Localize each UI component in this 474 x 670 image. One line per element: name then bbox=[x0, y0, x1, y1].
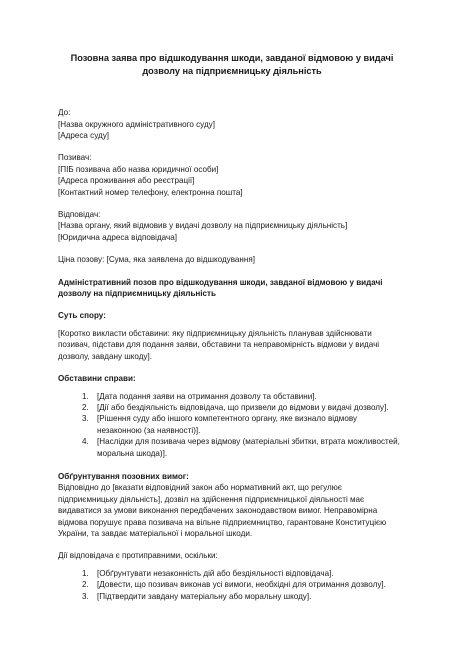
grounds-paragraph bbox=[58, 482, 406, 539]
list-item bbox=[91, 436, 406, 459]
list-item-text: 3. [Підтвердити завдану матеріальну або моральну шкоду]. bbox=[97, 591, 312, 601]
claim-heading-line-2: дозволу на підприємницьку діяльність bbox=[58, 289, 216, 299]
defendant-label: Відповідач: bbox=[58, 210, 101, 220]
claim-heading bbox=[58, 277, 406, 300]
list-item-text: 4. [Наслідки для позивача через відмову (матеріальні збитки, втрата можливостей, bbox=[97, 437, 400, 447]
grounds-line: відмова порушує права позивача на вільне підприємництво, гарантоване Конституцією bbox=[58, 517, 387, 527]
list-item bbox=[91, 402, 406, 413]
plaintiff-name: [ПІБ позивача або назва юридичної особи] bbox=[58, 164, 219, 174]
list-item-text: 1. [Обґрунтувати незаконність дій або бездіяльності відповідача]. bbox=[97, 568, 334, 578]
plaintiff-contacts: [Контактний номер телефону, електронна пошта] bbox=[58, 187, 243, 197]
defendant-address: [Юридична адреса відповідача] bbox=[58, 232, 177, 242]
defendant-name: [Назва органу, який відмовив у видачі дозволу на підприємницьку діяльність] bbox=[58, 221, 348, 231]
court-label: До: bbox=[58, 108, 71, 118]
claim-heading-line-1: Адміністративний позов про відшкодування шкоди, завданої відмовою у видачі bbox=[58, 277, 383, 287]
list-item bbox=[91, 391, 406, 402]
claim-price-text: Ціна позову: [Сума, яка заявлена до відшкодування] bbox=[58, 255, 255, 265]
document-title bbox=[58, 52, 406, 77]
grounds-line: підприємницьку діяльність], дозвіл на здійснення підприємницької діяльності має bbox=[58, 494, 365, 504]
list-item bbox=[91, 591, 406, 602]
essence-line: [Коротко викласти обставини: яку підприємницьку діяльність планував здійснювати bbox=[58, 328, 372, 338]
unlawful-intro-text: Дії відповідача є протиправними, оскільки: bbox=[58, 551, 218, 561]
grounds-heading: Обґрунтування позовних вимог: bbox=[58, 471, 189, 481]
circumstances-heading: Обставини справи: bbox=[58, 374, 136, 384]
grounds-line: Відповідно до [вказати відповідний закон або нормативний акт, що регулює bbox=[58, 483, 342, 493]
claim-price bbox=[58, 254, 406, 265]
court-address: [Адреса суду] bbox=[58, 131, 110, 140]
plaintiff-block bbox=[58, 152, 406, 198]
list-item bbox=[91, 413, 406, 436]
title-line-2: дозволу на підприємницьку діяльність bbox=[142, 65, 322, 76]
court-block bbox=[58, 107, 406, 141]
court-name: [Назва окружного адміністративного суду] bbox=[58, 119, 215, 129]
essence-heading: Суть спору: bbox=[58, 311, 106, 321]
list-item bbox=[91, 579, 406, 590]
unlawful-intro bbox=[58, 550, 406, 561]
plaintiff-label: Позивач: bbox=[58, 153, 92, 163]
list-item bbox=[91, 568, 406, 579]
circumstances-list bbox=[58, 391, 406, 459]
essence-paragraph bbox=[58, 328, 406, 362]
unlawful-list bbox=[58, 568, 406, 602]
list-item-text: моральна шкода)]. bbox=[97, 448, 168, 458]
list-item-text: 2. [Дії або бездіяльність відповідача, що призвели до відмови у видачі дозволу]. bbox=[97, 402, 389, 412]
list-item-text: незаконною (за наявності)]. bbox=[97, 425, 201, 435]
list-item-text: 1. [Дата подання заяви на отримання дозволу та обставини]. bbox=[97, 391, 317, 401]
essence-line: дозволу, завдану шкоду]. bbox=[58, 351, 152, 361]
grounds-line: України, та завдає матеріальної і моральної шкоди. bbox=[58, 528, 253, 538]
essence-line: позивач, підстави для подання заяви, обставини та неправомірність відмови у видачі bbox=[58, 340, 380, 350]
list-item-text: 2. [Довести, що позивач виконав усі вимоги, необхідні для отримання дозволу]. bbox=[97, 580, 386, 590]
grounds-line: видаватися за умови виконання передбачених законодавством вимог. Неправомірна bbox=[58, 506, 378, 516]
plaintiff-address: [Адреса проживання або реєстрації] bbox=[58, 176, 195, 186]
title-line-1: Позовна заява про відшкодування шкоди, завданої відмовою у видачі bbox=[70, 53, 394, 63]
defendant-block bbox=[58, 209, 406, 243]
list-item-text: 3. [Рішення суду або іншого компетентного органу, яке визнало відмову bbox=[97, 414, 357, 424]
